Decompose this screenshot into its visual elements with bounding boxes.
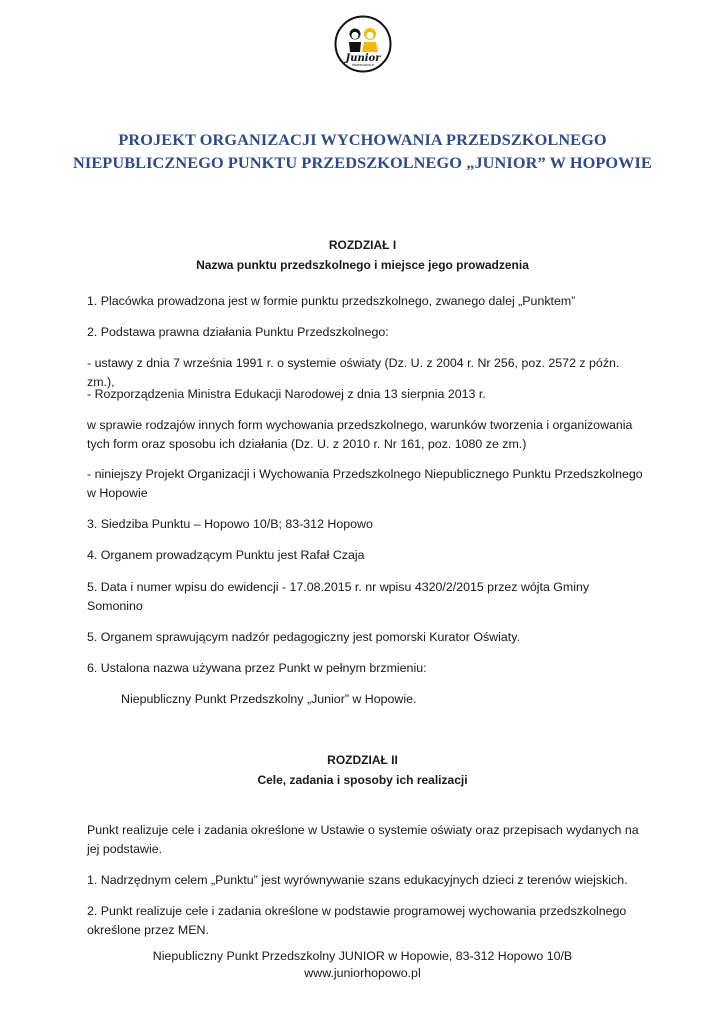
logo-subtext: PRZEDSZKOLE (352, 63, 374, 67)
paragraph: 4. Organem prowadzącym Punktu jest Rafał Czaja (87, 548, 365, 562)
paragraph: w sprawie rodzajów innych form wychowania przedszkolnego, warunków tworzenia i organizowania tych form oraz sposobu ich działania (Dz. U. z 2010 r. Nr 161, poz. 1080 ze zm.) (87, 418, 633, 451)
paragraph: Punkt realizuje cele i zadania określone w Ustawie o systemie oświaty oraz przepisach wydanych na jej podstawie. (87, 823, 639, 856)
footer-website: www.juniorhopowo.pl (304, 966, 421, 980)
junior-logo (334, 15, 392, 73)
paragraph: 2. Podstawa prawna działania Punktu Przedszkolnego: (87, 325, 389, 339)
paragraph-indented: Niepubliczny Punkt Przedszkolny „Junior” w Hopowie. (121, 692, 417, 706)
chapter-2-label: ROZDZIAŁ II (327, 753, 398, 767)
paragraph: 6. Ustalona nazwa używana przez Punkt w pełnym brzmieniu: (87, 661, 427, 675)
page-footer (0, 948, 725, 982)
document-title-line1: PROJEKT ORGANIZACJI WYCHOWANIA PRZEDSZKOLNEGO (118, 130, 607, 149)
paragraph: 5. Data i numer wpisu do ewidencji - 17.08.2015 r. nr wpisu 4320/2/2015 przez wójta Gminy Somonino (87, 580, 590, 613)
paragraph: 5. Organem sprawującym nadzór pedagogiczny jest pomorski Kurator Oświaty. (87, 630, 520, 644)
chapter-2-subtitle: Cele, zadania i sposoby ich realizacji (257, 773, 468, 787)
logo-text: Junior (345, 53, 381, 64)
chapter-1-subtitle: Nazwa punktu przedszkolnego i miejsce jego prowadzenia (196, 258, 529, 272)
document-title-line2: NIEPUBLICZNEGO PUNKTU PRZEDSZKOLNEGO „JUNIOR” W HOPOWIE (73, 153, 652, 172)
paragraph: 3. Siedziba Punktu – Hopowo 10/B; 83-312 Hopowo (87, 517, 373, 531)
paragraph: - ustawy z dnia 7 września 1991 r. o systemie oświaty (Dz. U. z 2004 r. Nr 256, poz. 2572 z późn. zm.), (87, 356, 620, 389)
paragraph: - niniejszy Projekt Organizacji i Wychowania Przedszkolnego Niepublicznego Punktu Przedszkolnego w Hopowie (87, 467, 643, 500)
chapter-1-label: ROZDZIAŁ I (328, 238, 397, 252)
paragraph: 1. Placówka prowadzona jest w formie punktu przedszkolnego, zwanego dalej „Punktem” (87, 294, 576, 308)
paragraph: 1. Nadrzędnym celem „Punktu” jest wyrównywanie szans edukacyjnych dzieci z terenów wiejskich. (87, 873, 628, 887)
paragraph: 2. Punkt realizuje cele i zadania określone w podstawie programowej wychowania przedszkolnego określone przez MEN. (87, 904, 627, 937)
footer-address: Niepubliczny Punkt Przedszkolny JUNIOR w Hopowie, 83-312 Hopowo 10/B (152, 949, 573, 963)
paragraph: - Rozporządzenia Ministra Edukacji Narodowej z dnia 13 sierpnia 2013 r. (87, 387, 486, 401)
